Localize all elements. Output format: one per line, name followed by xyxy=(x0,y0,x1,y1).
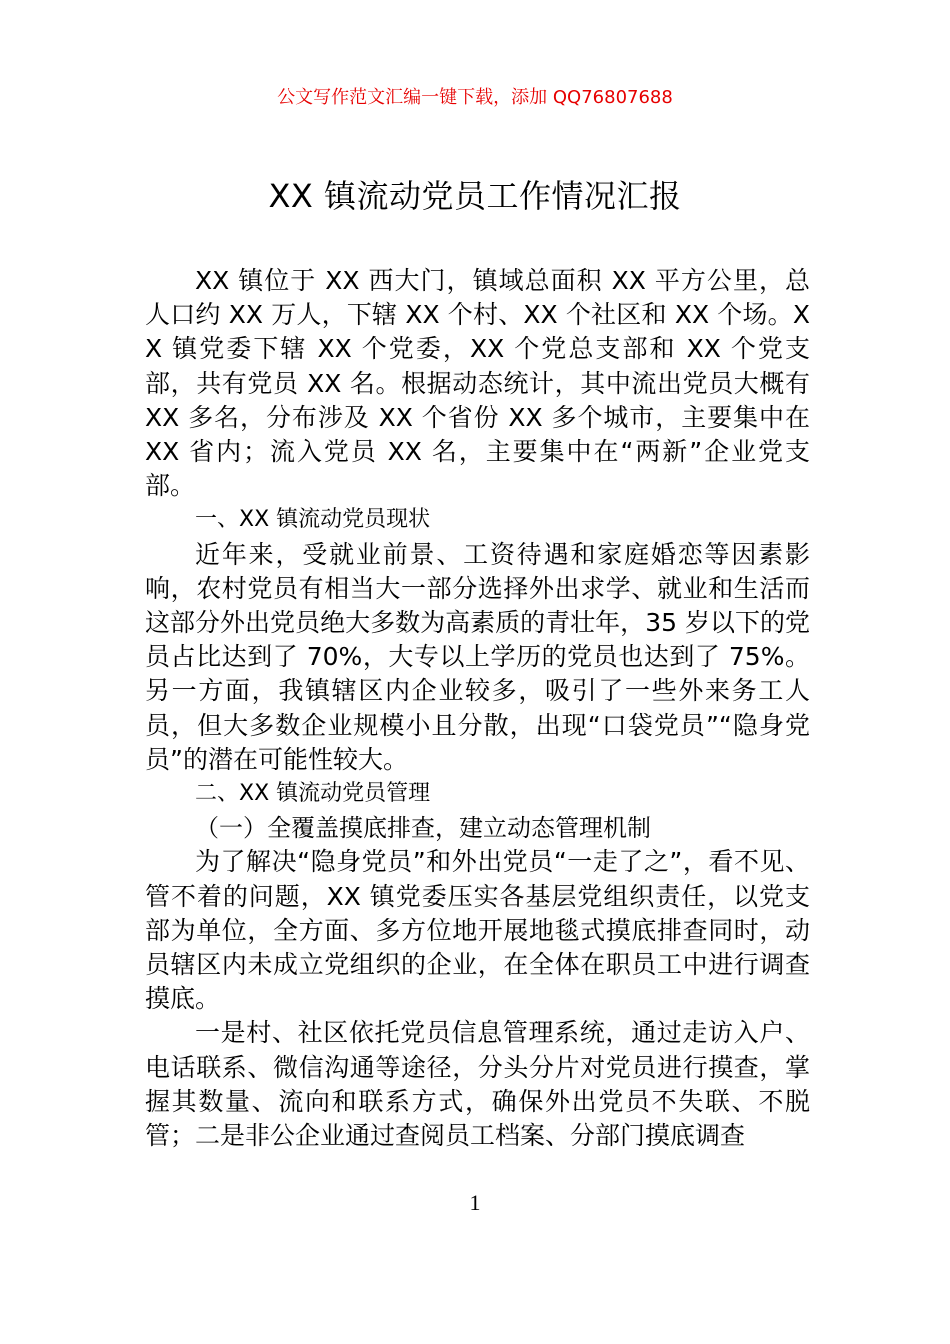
document-body xyxy=(145,264,810,1153)
section-2-heading: 二、XX 镇流动党员管理 xyxy=(195,781,431,807)
section-2-paragraph-1: 为了解决“隐身党员”和外出党员“一走了之”，看不见、管不着的问题，XX 镇党委压实各基层党组织责任，以党支部为单位，全方面、多方位地开展地毯式摸底排查同时，动员辖区内未成立党组织的企业，在全体在职员工中进行调查摸底。 xyxy=(145,847,810,1014)
intro-paragraph: XX 镇位于 XX 西大门，镇域总面积 XX 平方公里，总人口约 XX 万人，下辖 XX 个村、XX 个社区和 XX 个场。XX 镇党委下辖 XX 个党委，XX 个党总支部和 XX 个党支部，共有党员 XX 名。根据动态统计，其中流出党员大概有 XX 多名，分布涉及 XX 个省份 XX 多个城市，主要集中在 XX 省内；流入党员 XX 名，主要集中在“两新”企业党支部。 xyxy=(145,266,810,501)
page-number: 1 xyxy=(469,1190,481,1215)
section-1-paragraph: 近年来，受就业前景、工资待遇和家庭婚恋等因素影响，农村党员有相当大一部分选择外出求学、就业和生活而这部分外出党员绝大多数为高素质的青壮年，35 岁以下的党员占比达到了 70%，大专以上学历的党员也达到了 75%。另一方面，我镇辖区内企业较多，吸引了一些外来务工人员，但大多数企业规模小且分散，出现“口袋党员”“隐身党员”的潜在可能性较大。 xyxy=(145,539,810,774)
section-2-subheading: （一）全覆盖摸底排查，建立动态管理机制 xyxy=(195,814,651,843)
section-2-paragraph-2: 一是村、社区依托党员信息管理系统，通过走访入户、电话联系、微信沟通等途径，分头分片对党员进行摸查，掌握其数量、流向和联系方式，确保外出党员不失联、不脱管；二是非公企业通过查阅员工档案、分部门摸底调查 xyxy=(145,1018,810,1151)
document-title: XX 镇流动党员工作情况汇报 xyxy=(268,177,682,215)
download-notice: 公文写作范文汇编一键下载，添加 QQ76807688 xyxy=(277,87,673,108)
section-1-heading: 一、XX 镇流动党员现状 xyxy=(195,507,431,533)
